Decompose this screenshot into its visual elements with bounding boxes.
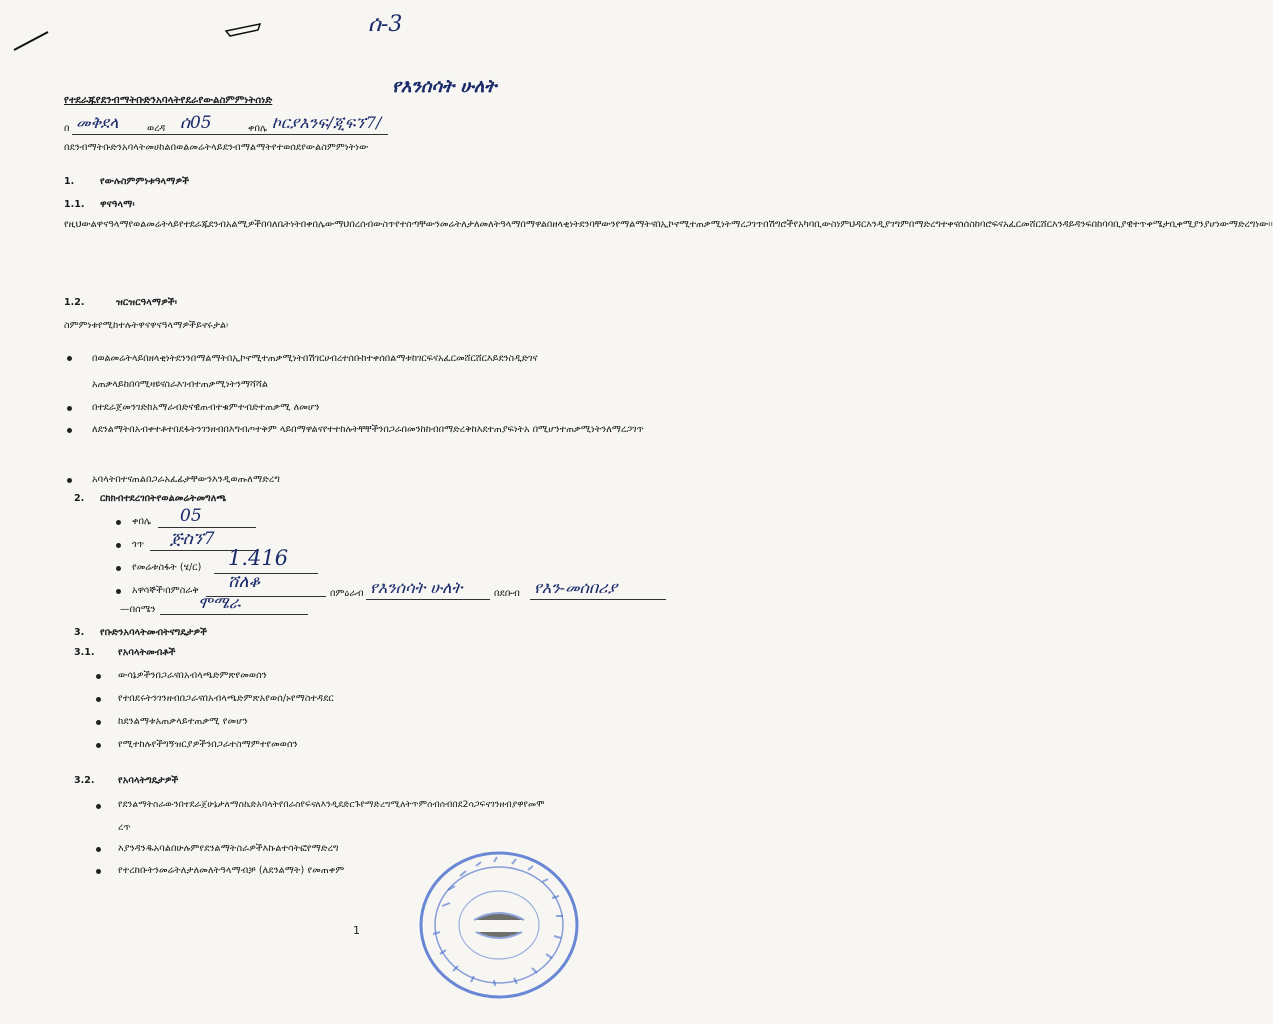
s2-item-kebele-value: 05 [180,506,202,526]
s11-number: 1.1. [64,199,85,210]
bullet-icon [96,743,101,748]
handwritten-name: የእንሰሳት ሁለት [392,76,497,97]
bullet-icon [96,847,101,852]
kebele-value: መቅደላ [76,113,119,132]
bullet-icon [116,520,121,525]
intro-text: በደንብማትቡድንአባላትመሀከልበወልመሬትላይደንብማልማትየተወሰደየውልስምምነትነው [64,142,369,153]
s12-bullet-1: በወልመሬትላይበዘላቂነትደንንበማልማትበኢኮኖሚተጠቃሚነትበሽገርሀብረተሰቡከተቀሰበልማቱከገርፍናአፈርመሸርሸርእይደንስዲድገና አጠቃላይከበባሚዛዩናስራእገብተጠቃሚነትንማሻሻል [92,353,538,390]
s31-title: የአባላትመብቶች [118,647,176,658]
wereda-label: ወረዳ [147,123,166,134]
s2-border-east: ሸለቆ [228,572,261,592]
page-mark: ሰ-3 [368,12,403,37]
bullet-icon [96,804,101,809]
s12-bullet-4: አባላትበተናጠልበጋራአፈፊታቸውንእንዲወጡለማድረግ [92,474,280,485]
s31-bullet-3: ከደንልማቱአጠቃላይተጠቃሚ የመሆን [118,716,248,727]
s12-bullet-2: በተደራጀመንገድከአማራብድናዊጠብተቁምተብድተጠቃሚ ለመሆን [92,402,320,413]
s2-border-south: የእን-መሰበሪያ [534,578,618,597]
s2-border-west: የእንሰሳት ሁለት [370,578,463,597]
bullet-icon [67,428,72,433]
s2-border-south-label: በደቡብ [494,588,520,599]
bullet-icon [67,356,72,361]
s2-item-area-label: የመሬቱስፋት (ሄ/ር) [132,562,202,573]
s11-paragraph: የዚህውልዋናዓላማየወልመሬትላይየተደራጁደንብአልሚዎችበባለቤትነትበቀበሌውማህበረሰብውስጥየተሰጣቸውንመሬትለታለመለትዓላማበማዋልበዘላቂነትደንባቸውንየማልማትናበኢኮኖሚተጠቃሚነትማረጋገጥበሽግሮችየአካባቢውስነምህዳርእንዲያገግምበማድረግተቀናሰሰስከባሮፍናአፈርመሸርሸርእንዳይዳንፍበከባባቢያዊተጥቀሜታቢቀሚያንያሆነውማድረግነው፡፡ [64,219,1273,230]
s2-border-north: ሞሜራ [198,593,241,612]
s2-border-north-label: —በሰሜን [120,604,156,615]
pen-arrow-mark [226,24,260,36]
bullet-icon [67,478,72,483]
s12-intro: ስምምነቱየሚከተሉትዋናዋናዓላማዎችይኖሩታል፡ [64,320,229,331]
kebele2-label: ቀበሌ [248,123,268,134]
s3-title: የቡድንአባላትመብትናግዴታዎች [100,627,208,638]
wereda-value: ሰ05 [180,113,212,133]
s2-border-underline [366,599,490,600]
page-number: 1 [353,924,361,937]
intro-underline [72,134,388,135]
s12-number: 1.2. [64,297,85,308]
s32-bullet-2: እያንዳንዱአባልበሁሉምየደንልማትስራዎችእኩልተሳትፎየማድረግ [118,843,339,854]
s32-bullet-3: የተረከቡትንመሬትለታለመለትዓላማብቻ (ለደንልማት) የመጠቀም [118,865,345,876]
bullet-icon [116,566,121,571]
bullet-icon [96,720,101,725]
bullet-icon [116,589,121,594]
s32-bullet-1: የደንልማትስራውንበተደራጀሁኔታለማስኬድአባላትየበራስየፍናለእንዲደድርጉየማድረግሚለትጥምሰብሰብበደ2ሳጋፍናገንዘብያዋየመሞ [118,800,545,810]
s32-number: 3.2. [74,775,95,786]
s1-number: 1. [64,176,75,187]
s31-bullet-4: የሚተከሉየችግኝዝርያዎችንበጋራተስማምተየመወሰን [118,739,298,750]
bullet-icon [96,869,101,874]
s32-bullet-1-cont: ረጥ [118,822,131,833]
kebele-label: በ [64,123,70,134]
s32-title: የአባላትግዴታዎች [118,775,179,786]
kebele2-value: ኮርያእንፍ/ጂፍኘ7/ [272,113,382,132]
s2-title: ርክክብተደረገበትየወልመሬትመግለጫ [100,493,227,504]
s2-item-got-label: ጎጥ [132,539,145,550]
s2-item-got-value: ጅስኘ7 [170,529,215,549]
official-stamp [414,846,584,1004]
s1-title: የውሉስምምነቱዓላማዎች [100,176,190,187]
bullet-icon [96,697,101,702]
s31-bullet-1: ውሳኔዎችንበጋራናበአብላጫድምጽየመወሰን [118,670,267,681]
bullet-icon [116,543,121,548]
bullet-icon [96,674,101,679]
s2-item-kebele-label: ቀበሌ [132,516,152,527]
s31-number: 3.1. [74,647,95,658]
s2-border-west-label: በምዕራብ [330,588,364,599]
s2-number: 2. [74,493,85,504]
s2-border-label: አዋሳኞች፡በምስራቅ [132,585,199,596]
s12-bullet-3: ለደንልማትበአብቀተቶተበደፋትንገንዘብበእግብጦተቅም ላይበማዋልናየተተከሉትቸቸችንበጋራበመንከከብበማድረቅከእደተጠያፍነትአ በሚሆንተጠቃሚነትንለማረጋገጥ [92,424,644,435]
s31-bullet-2: የተበደሩትንገንዘብበጋራናበአብላጫድምጽአየወሰ/ኑየማስተዳደር [118,693,334,704]
bullet-icon [67,406,72,411]
s2-item-underline [158,527,256,528]
s2-border-underline [160,614,308,615]
s11-title: ዋናዓላማ፡ [100,199,135,210]
s2-item-area-value: 1.416 [228,546,289,570]
pen-slash-mark [14,32,48,50]
document-title: የተደራጁየደንብማትቡድንአባላትየደራየውልስምምነትሰነድ [64,95,273,106]
s2-border-underline [530,599,666,600]
s3-number: 3. [74,627,85,638]
s12-title: ዝርዝርዓላማዎች፡ [116,297,178,308]
